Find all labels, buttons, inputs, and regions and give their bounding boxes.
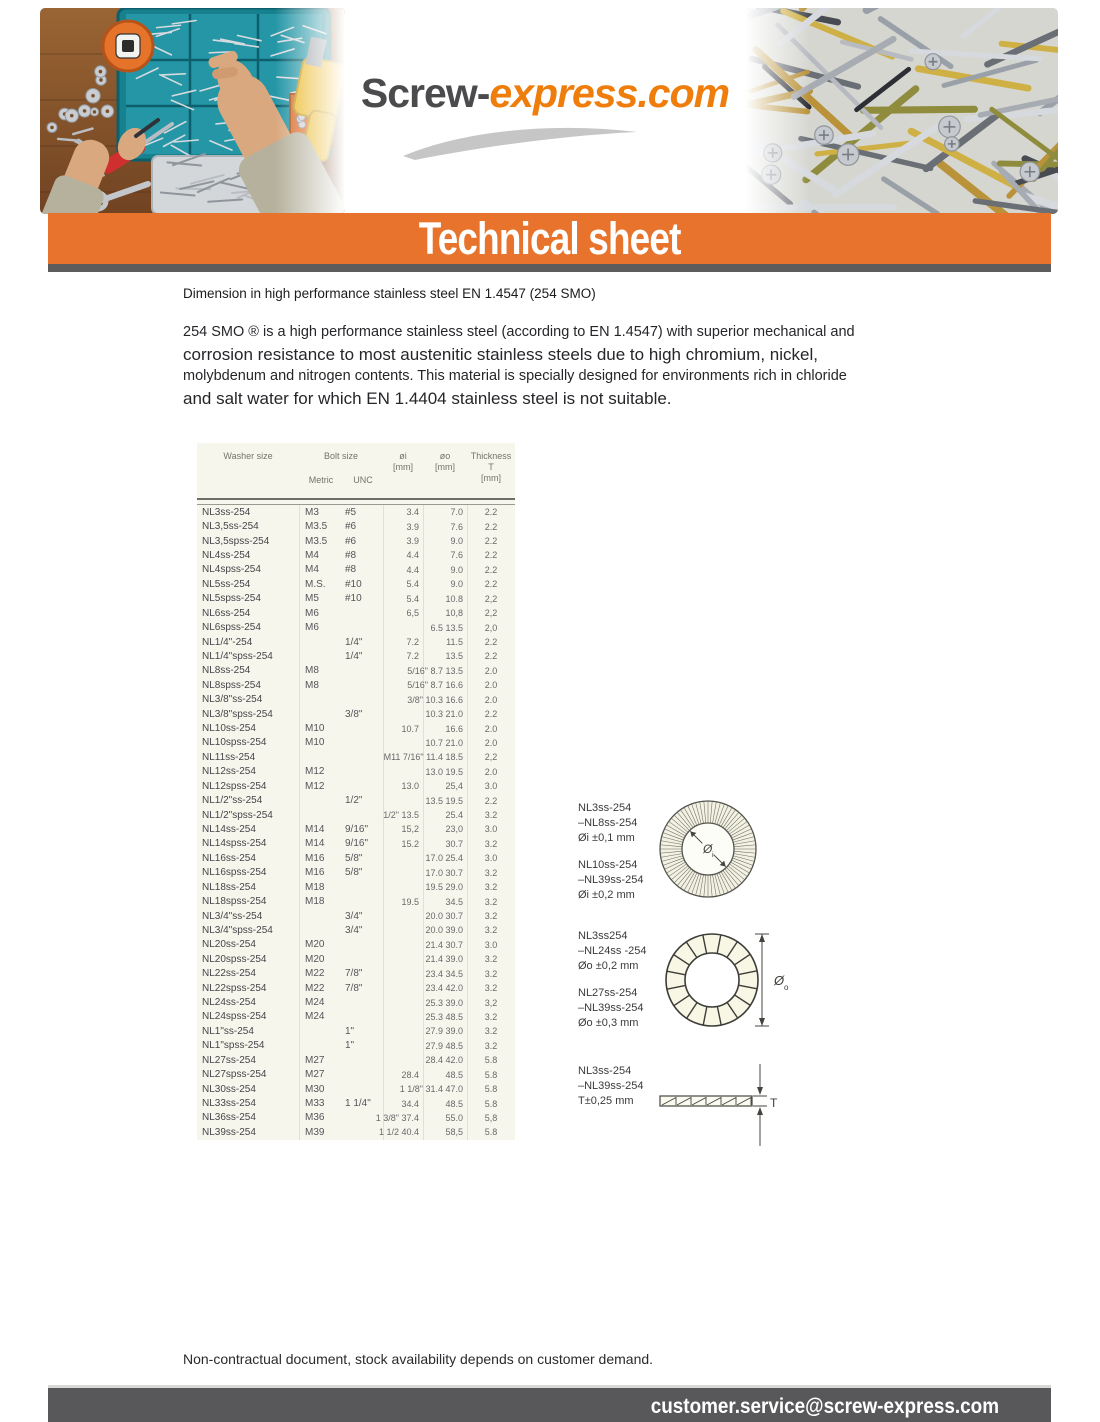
table-cell: 3.4 — [406, 507, 419, 518]
table-cell — [383, 1010, 423, 1024]
table-cell: 1 3/8" 37.4 — [375, 1112, 419, 1123]
table-cell: 3.9 — [406, 521, 419, 532]
table-cell: NL16spss-254 — [202, 867, 267, 879]
footer-bar — [48, 1385, 1051, 1422]
diagram-label: Øi ±0,2 mm — [578, 889, 635, 901]
table-cell: M20 — [305, 953, 325, 965]
table-cell: NL6spss-254 — [202, 622, 261, 634]
table-cell: M10 — [305, 737, 325, 749]
logo-text-suffix: express.com — [489, 70, 730, 116]
table-cell: 28.4 — [401, 1069, 419, 1080]
table-cell: 7.6 — [450, 550, 463, 561]
table-cell: 27.9 39.0 — [425, 1026, 463, 1037]
table-cell: M12 — [305, 780, 325, 792]
table-cell: 2.0 — [484, 766, 498, 777]
table-cell: M22 — [305, 982, 325, 994]
diagram-label: NL3ss254 — [578, 930, 628, 942]
table-cell: M12 — [305, 766, 325, 778]
table-cell: 2.2 — [484, 637, 498, 647]
table-cell: NL8spss-254 — [202, 679, 261, 691]
table-cell: 10.7 — [401, 723, 419, 734]
table-cell: M27 — [305, 1069, 325, 1081]
table-cell: 19.5 29.0 — [425, 882, 463, 893]
table-cell: 20.0 39.0 — [425, 925, 463, 936]
table-cell: 9.0 — [450, 536, 463, 547]
table-cell: NL4ss-254 — [202, 549, 251, 561]
table-cell: 34.5 — [445, 896, 463, 907]
table-cell: M33 — [305, 1098, 325, 1109]
table-cell: M6 — [305, 607, 319, 619]
table-cell: 10.3 21.0 — [425, 709, 463, 720]
table-cell: NL12spss-254 — [202, 780, 267, 792]
table-cell: 3.2 — [484, 838, 498, 849]
table-cell: 25.4 — [445, 810, 463, 821]
diagram-label: T±0,25 mm — [578, 1095, 634, 1107]
table-cell: 23,0 — [445, 824, 463, 835]
table-cell: #8 — [345, 549, 357, 561]
table-cell: M36 — [305, 1112, 325, 1124]
svg-text:Ø: Ø — [774, 973, 785, 988]
table-cell — [383, 995, 423, 1009]
table-cell: M11 7/16" 11.4 18.5 — [383, 752, 463, 763]
table-cell: 13.5 19.5 — [425, 795, 463, 806]
diagram-label: –NL24ss -254 — [578, 945, 647, 957]
table-cell: 3.2 — [484, 896, 498, 907]
table-cell — [383, 952, 423, 966]
table-cell: 15.2 — [401, 838, 419, 849]
table-cell — [383, 1024, 423, 1038]
table-cell: 34.4 — [401, 1098, 419, 1109]
table-cell: M16 — [305, 852, 325, 864]
table-cell: 2,2 — [484, 593, 498, 604]
table-cell: 9/16" — [345, 838, 369, 850]
table-cell: NL8ss-254 — [202, 665, 251, 677]
table-cell — [383, 1039, 423, 1053]
table-cell: 3.2 — [484, 1040, 498, 1051]
table-cell: 6.5 13.5 — [430, 622, 463, 633]
table-cell: NL3/8"spss-254 — [202, 708, 273, 720]
table-cell: NL14ss-254 — [202, 823, 256, 835]
table-cell: 3.2 — [484, 810, 498, 821]
table-cell: 2.0 — [484, 723, 498, 734]
table-cell — [383, 1053, 423, 1067]
table-cell: 9.0 — [450, 579, 463, 590]
table-cell: 23.4 42.0 — [425, 983, 463, 994]
screws-photo-art — [745, 8, 1058, 214]
table-cell: 3.0 — [484, 853, 498, 864]
footer-note: Non-contractual document, stock availability depends on customer demand. — [183, 1351, 654, 1367]
table-cell: 1/2" 13.5 — [383, 810, 419, 821]
intro-line: and salt water for which EN 1.4404 stainless steel is not suitable. — [183, 389, 672, 408]
workbench-photo-art — [40, 8, 345, 214]
table-cell: M39 — [305, 1126, 325, 1138]
table-cell: NL1/4"-254 — [202, 636, 253, 648]
logo — [345, 8, 745, 214]
table-cell: M24 — [305, 997, 325, 1009]
table-cell: 9/16" — [345, 823, 369, 835]
table-cell: 16.6 — [445, 723, 463, 734]
table-cell: 5/8" — [345, 867, 363, 879]
table-cell: 2.2 — [484, 521, 498, 532]
svg-text:o: o — [784, 983, 789, 992]
table-cell: NL22ss-254 — [202, 968, 256, 980]
table-cell: M3.5 — [305, 535, 328, 547]
table-cell: 3.2 — [484, 911, 498, 922]
workbench-photo — [40, 8, 345, 214]
table-cell: 25,4 — [445, 781, 463, 792]
table-body — [197, 505, 515, 1140]
table-cell: NL18spss-254 — [202, 896, 267, 908]
table-cell: NL24ss-254 — [202, 997, 256, 1009]
col-header-bolt-size: Bolt size — [323, 451, 358, 461]
table-cell: 13.0 — [401, 781, 419, 792]
table-cell: 2,2 — [484, 608, 498, 619]
table-cell: M14 — [305, 838, 325, 850]
diagram-label: NL27ss-254 — [578, 987, 638, 999]
table-cell: 4.4 — [406, 550, 419, 561]
table-cell: M5 — [305, 593, 319, 605]
table-cell: NL3,5spss-254 — [202, 535, 270, 547]
table-cell: M10 — [305, 723, 325, 735]
table-cell: NL18ss-254 — [202, 881, 256, 893]
table-cell: NL1/4"spss-254 — [202, 650, 273, 662]
table-cell: NL14spss-254 — [202, 838, 267, 850]
table-cell: 2.2 — [484, 550, 498, 561]
diagram-label: –NL8ss-254 — [578, 817, 638, 829]
table-cell: NL24spss-254 — [202, 1011, 267, 1023]
table-cell: M3 — [305, 506, 319, 518]
intro-line: 254 SMO ® is a high performance stainless steel (according to EN 1.4547) with superior mechanical and — [183, 324, 855, 340]
intro-line: corrosion resistance to most austenitic stainless steels due to high chromium, nickel, — [183, 345, 818, 364]
svg-text:T: T — [770, 1096, 778, 1110]
table-cell: 7/8" — [345, 982, 363, 994]
table-cell — [383, 866, 423, 880]
table-cell: 2.0 — [484, 694, 498, 705]
diagram-label: –NL39ss-254 — [578, 874, 644, 886]
table-cell: 13.5 — [445, 651, 463, 662]
table-cell — [383, 707, 423, 721]
table-cell: 55.0 — [445, 1112, 463, 1123]
table-cell: 3.2 — [484, 867, 498, 878]
table-cell: 1 1/2 40.4 — [378, 1127, 419, 1138]
diagram-label: NL10ss-254 — [578, 859, 638, 871]
table-cell — [383, 765, 423, 779]
table-cell: 5,8 — [484, 1112, 498, 1123]
table-cell — [383, 620, 423, 634]
table-cell: NL20ss-254 — [202, 939, 256, 951]
table-cell — [383, 851, 423, 865]
table-cell: 2.0 — [484, 665, 498, 676]
table-cell: NL3/4"ss-254 — [202, 910, 263, 922]
table-cell: 3.0 — [484, 939, 498, 950]
table-cell: 25.3 48.5 — [425, 1011, 463, 1022]
table-cell: 2.2 — [484, 507, 498, 518]
table-cell: 3/4" — [345, 924, 363, 936]
table-cell: M4 — [305, 549, 319, 561]
table-cell: M8 — [305, 679, 319, 691]
table-cell: NL5spss-254 — [202, 593, 261, 605]
column-separator — [467, 505, 468, 1140]
table-cell: 3/8" — [345, 708, 363, 720]
table-cell: M4 — [305, 564, 319, 576]
table-cell: 3.0 — [484, 781, 498, 792]
banner-underline — [48, 264, 1051, 272]
col-header-unc: UNC — [353, 475, 373, 485]
diagram-label: Øo ±0,2 mm — [578, 960, 639, 972]
table-header — [197, 443, 515, 505]
table-cell: #10 — [345, 578, 362, 590]
table-cell: 3.2 — [484, 968, 498, 979]
diagram-label: –NL39ss-254 — [578, 1080, 644, 1092]
table-cell: M8 — [305, 665, 319, 677]
svg-text:Ø: Ø — [703, 842, 713, 856]
table-cell: 4.4 — [406, 564, 419, 575]
table-cell: 48.5 — [445, 1069, 463, 1080]
diagram-label: –NL39ss-254 — [578, 1002, 644, 1014]
table-cell: 3.2 — [484, 1011, 498, 1022]
subtitle: Dimension in high performance stainless steel EN 1.4547 (254 SMO) — [183, 286, 596, 301]
table-cell — [383, 880, 423, 894]
table-cell: 17.0 30.7 — [425, 867, 463, 878]
table-cell: 30.7 — [445, 838, 463, 849]
washer-thickness-diagram — [625, 1058, 805, 1153]
spec-table — [197, 443, 515, 1140]
table-cell: 5.4 — [406, 593, 419, 604]
table-cell: 5.8 — [484, 1069, 498, 1080]
table-cell: #5 — [345, 506, 357, 518]
table-cell: 2,2 — [484, 752, 498, 763]
col-header-metric: Metric — [308, 475, 334, 485]
table-cell: 1 1/4" — [345, 1098, 371, 1109]
table-cell: M22 — [305, 968, 325, 980]
table-cell: 17.0 25.4 — [425, 853, 463, 864]
table-cell: 5.8 — [484, 1055, 498, 1066]
table-cell: 5.8 — [484, 1127, 498, 1138]
table-cell: M27 — [305, 1054, 325, 1066]
table-cell: 58,5 — [445, 1127, 463, 1138]
table-cell: M14 — [305, 823, 325, 835]
table-cell: 48.5 — [445, 1098, 463, 1109]
table-cell: NL3/4"spss-254 — [202, 924, 273, 936]
table-cell: #10 — [345, 593, 362, 605]
table-cell: #8 — [345, 564, 357, 576]
table-cell: 1/4" — [345, 636, 363, 648]
table-cell: NL11ss-254 — [202, 751, 256, 763]
table-cell: NL1/2"spss-254 — [202, 809, 273, 821]
table-cell — [383, 981, 423, 995]
footer-email: customer.service@screw-express.com — [650, 1395, 999, 1418]
table-cell: NL3/8"ss-254 — [202, 694, 263, 706]
table-cell: M3.5 — [305, 521, 328, 533]
table-cell: NL10spss-254 — [202, 737, 267, 749]
table-cell: M18 — [305, 896, 325, 908]
table-cell: M6 — [305, 622, 319, 634]
table-cell: M16 — [305, 867, 325, 879]
table-cell: NL1"spss-254 — [202, 1040, 265, 1052]
table-cell: 2.2 — [484, 651, 498, 662]
table-cell: 7/8" — [345, 968, 363, 980]
table-cell: 10,8 — [445, 608, 463, 619]
table-cell: 21.4 39.0 — [425, 954, 463, 965]
table-cell: NL1"ss-254 — [202, 1025, 254, 1037]
table-cell: 19.5 — [401, 896, 419, 907]
table-cell: 7.0 — [450, 507, 463, 518]
table-cell — [383, 923, 423, 937]
table-cell: 5.4 — [406, 579, 419, 590]
table-cell: 21.4 30.7 — [425, 939, 463, 950]
col-header-thickness: Thickness T [mm] — [470, 451, 512, 483]
table-cell: NL22spss-254 — [202, 982, 267, 994]
table-cell: NL10ss-254 — [202, 723, 256, 735]
table-cell: 3.2 — [484, 925, 498, 936]
table-cell: 3.2 — [484, 983, 498, 994]
table-cell: 1/2" — [345, 795, 363, 807]
table-cell: 5.8 — [484, 1098, 498, 1109]
table-cell: 3,2 — [484, 997, 498, 1008]
table-cell — [383, 938, 423, 952]
washer-outer-diameter-diagram — [648, 925, 823, 1040]
table-cell: NL6ss-254 — [202, 607, 251, 619]
table-cell: 13.0 19.5 — [425, 766, 463, 777]
table-cell: NL5ss-254 — [202, 578, 251, 590]
table-cell: 1" — [345, 1040, 355, 1052]
col-header-washer-size: Washer size — [223, 451, 273, 461]
diagram-label: NL3ss-254 — [578, 802, 632, 814]
table-cell: NL30ss-254 — [202, 1083, 256, 1095]
table-cell: NL16ss-254 — [202, 852, 256, 864]
logo-text — [345, 70, 745, 117]
banner-title: Technical sheet — [418, 212, 681, 264]
table-cell: NL36ss-254 — [202, 1112, 256, 1124]
table-cell: M24 — [305, 1011, 325, 1023]
table-cell: 11.5 — [446, 637, 463, 647]
table-cell: 7.6 — [450, 521, 463, 532]
table-cell: 2,0 — [484, 622, 498, 633]
table-cell: NL27ss-254 — [202, 1054, 256, 1066]
table-cell: M18 — [305, 881, 325, 893]
col-header-oo: øo [mm] — [435, 451, 455, 472]
table-cell: 2.2 — [484, 795, 498, 806]
table-cell: 10.7 21.0 — [425, 737, 463, 748]
table-cell: 7.2 — [406, 637, 419, 647]
table-cell: 5/16" 8.7 13.5 — [407, 665, 463, 676]
diagram-label: Øo ±0,3 mm — [578, 1017, 639, 1029]
table-cell: 5/16" 8.7 16.6 — [407, 680, 463, 691]
table-cell: NL1/2"ss-254 — [202, 795, 263, 807]
table-cell: 3.2 — [484, 882, 498, 893]
table-cell: NL27spss-254 — [202, 1069, 267, 1081]
table-cell: NL39ss-254 — [202, 1126, 256, 1138]
svg-text:i: i — [712, 852, 714, 859]
table-cell: 2.0 — [484, 680, 498, 691]
table-cell: NL4spss-254 — [202, 564, 261, 576]
table-cell: NL12ss-254 — [202, 766, 256, 778]
intro-line: molybdenum and nitrogen contents. This material is specially designed for environments rich in chloride — [183, 368, 847, 384]
table-cell: 2.2 — [484, 536, 498, 547]
table-cell: NL33ss-254 — [202, 1098, 256, 1109]
table-cell: 25.3 39.0 — [425, 997, 463, 1008]
table-cell: 3/8" 10.3 16.6 — [407, 694, 463, 705]
table-cell: #6 — [345, 535, 357, 547]
diagram-label: Øi ±0,1 mm — [578, 832, 635, 844]
table-cell: 5.8 — [484, 1084, 498, 1095]
table-cell: 7.2 — [406, 651, 419, 662]
table-cell: 5/8" — [345, 852, 363, 864]
table-cell: 2.2 — [484, 564, 498, 575]
table-cell: M30 — [305, 1083, 325, 1095]
table-cell: NL3ss-254 — [202, 506, 251, 518]
table-cell — [383, 909, 423, 923]
table-cell: 20.0 30.7 — [425, 911, 463, 922]
table-cell: 10.8 — [445, 593, 463, 604]
table-cell: 28.4 42.0 — [425, 1055, 463, 1066]
table-cell: NL3,5ss-254 — [202, 521, 259, 533]
table-cell: 2.2 — [484, 709, 498, 720]
table-cell: 2.0 — [484, 737, 498, 748]
table-header-rule — [197, 498, 515, 505]
logo-text-prefix: Screw- — [360, 70, 490, 116]
table-cell: 6,5 — [406, 608, 419, 619]
diagram-label: NL3ss-254 — [578, 1065, 632, 1077]
table-cell: 3.2 — [484, 1026, 498, 1037]
table-cell: 15,2 — [401, 824, 419, 835]
table-cell — [383, 793, 423, 807]
table-cell: #6 — [345, 521, 357, 533]
table-cell: 1" — [345, 1025, 355, 1037]
table-cell — [383, 736, 423, 750]
banner — [48, 213, 1051, 264]
col-header-oi: øi [mm] — [393, 451, 413, 472]
table-cell: 1 1/8" 31.4 47.0 — [399, 1084, 463, 1095]
table-cell: 27.9 48.5 — [425, 1040, 463, 1051]
screws-photo — [745, 8, 1058, 214]
intro-paragraph — [183, 322, 943, 410]
table-cell: 2.2 — [484, 579, 498, 590]
table-cell — [383, 967, 423, 981]
table-cell: 9.0 — [450, 564, 463, 575]
table-cell: 1/4" — [345, 650, 363, 662]
logo-swoosh-icon — [395, 120, 645, 162]
washer-inner-diameter-diagram — [650, 792, 775, 910]
table-cell: 3.9 — [406, 536, 419, 547]
table-cell: 3.0 — [484, 824, 498, 835]
table-cell: 23.4 34.5 — [425, 968, 463, 979]
column-separator — [299, 505, 300, 1140]
table-cell: 3.2 — [484, 954, 498, 965]
table-cell: 3/4" — [345, 910, 363, 922]
table-cell: M.S. — [305, 578, 326, 590]
table-cell: M20 — [305, 939, 325, 951]
table-cell: NL20spss-254 — [202, 953, 267, 965]
